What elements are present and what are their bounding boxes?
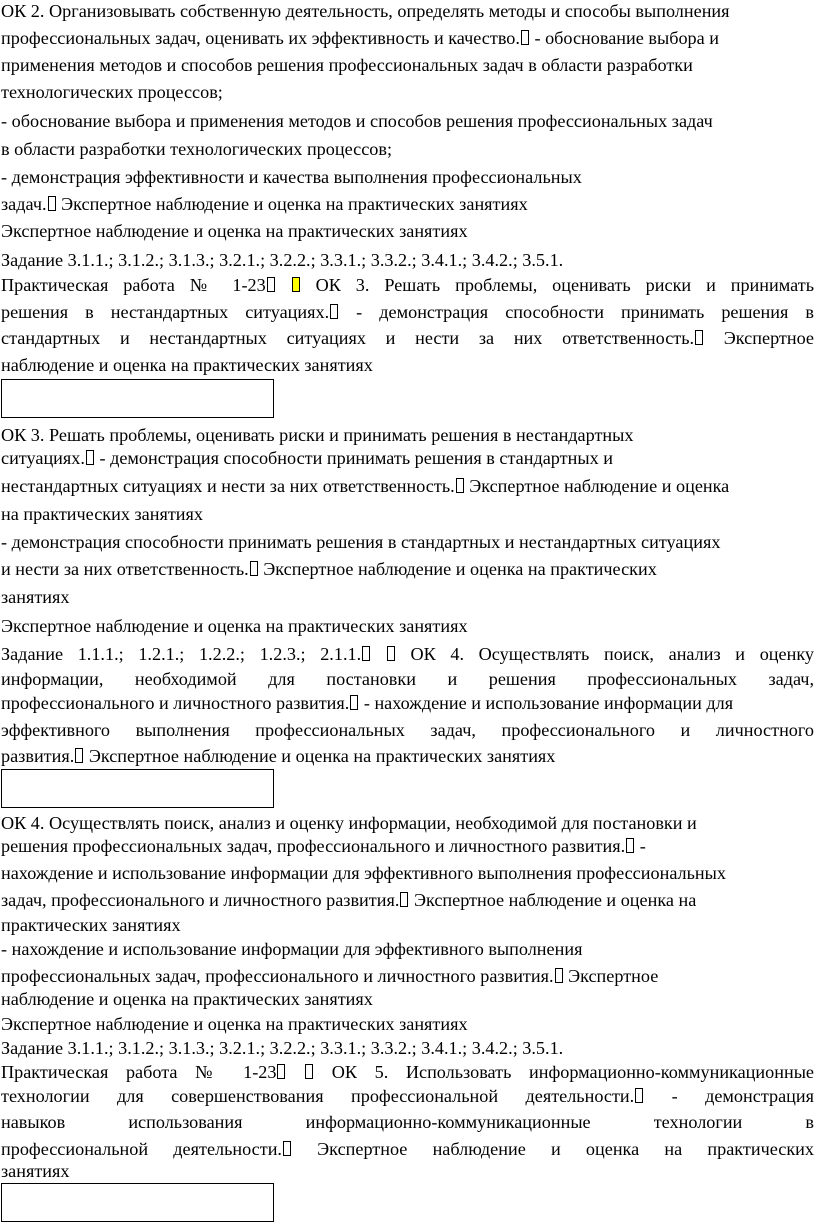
text-line: в области разработки технологических процессов;: [1, 139, 393, 159]
text-line: практических занятиях: [1, 915, 181, 935]
missing-glyph-icon: [250, 561, 258, 576]
text-line: профессиональных задач, оценивать их эффективность и качество. - обоснование выбора и: [1, 28, 719, 48]
text-line: и нести за них ответственность. Экспертное наблюдение и оценка на практических: [1, 559, 657, 579]
text-line: ОК 4. Осуществлять поиск, анализ и оценку информации, необходимой для постановки и: [1, 813, 697, 833]
text-line: решения профессиональных задач, профессионального и личностного развития. -: [1, 836, 646, 856]
text-line: нахождение и использование информации для эффективного выполнения профессиональных: [1, 863, 726, 883]
missing-glyph-icon: [456, 478, 464, 493]
missing-glyph-icon: [267, 277, 275, 292]
missing-glyph-icon: [86, 450, 94, 465]
text-line: профессионального и личностного развития. - нахождение и использование информации для: [1, 693, 734, 713]
missing-glyph-icon: [695, 330, 703, 345]
empty-table-cell: [1, 769, 274, 808]
missing-glyph-icon: [350, 695, 358, 710]
missing-glyph-icon: [305, 1064, 313, 1079]
text-line: стандартных и нестандартных ситуациях и нести за них ответственность. Экспертное: [1, 328, 814, 348]
missing-glyph-icon: [362, 646, 370, 661]
missing-glyph-icon: [283, 1141, 291, 1156]
text-line: Задание 1.1.1.; 1.2.1.; 1.2.2.; 1.2.3.; 2.1.1. ОК 4. Осуществлять поиск, анализ и оценку: [1, 644, 815, 664]
text-line: занятиях: [1, 587, 70, 607]
text-line: задач. Экспертное наблюдение и оценка на практических занятиях: [1, 194, 528, 214]
text-line: эффективного выполнения профессиональных задач, профессионального и личностного: [1, 720, 814, 740]
text-line: ОК 2. Организовывать собственную деятельность, определять методы и способы выполнения: [1, 1, 730, 21]
empty-table-cell: [1, 379, 274, 418]
text-line: Практическая работа № 1-23 ОК 5. Использовать информационно-коммуникационные: [1, 1062, 814, 1082]
text-line: - обоснование выбора и применения методов и способов решения профессиональных задач: [1, 111, 713, 131]
text-line: наблюдение и оценка на практических занятиях: [1, 355, 373, 375]
text-line: ситуациях. - демонстрация способности принимать решения в стандартных и: [1, 448, 613, 468]
text-line: применения методов и способов решения профессиональных задач в области разработки: [1, 55, 693, 75]
text-line: навыков использования информационно-коммуникационные технологии в: [1, 1112, 814, 1132]
text-line: профессиональной деятельности. Экспертное наблюдение и оценка на практических: [1, 1139, 814, 1159]
missing-glyph-icon: [521, 30, 529, 45]
text-line: нестандартных ситуациях и нести за них ответственность. Экспертное наблюдение и оценка: [1, 476, 730, 496]
missing-glyph-icon: [555, 968, 563, 983]
text-line: на практических занятиях: [1, 504, 203, 524]
text-line: ОК 3. Решать проблемы, оценивать риски и принимать решения в нестандартных: [1, 425, 634, 445]
text-line: наблюдение и оценка на практических занятиях: [1, 989, 373, 1009]
text-line: - демонстрация способности принимать решения в стандартных и нестандартных ситуациях: [1, 532, 721, 552]
text-line: Задание 3.1.1.; 3.1.2.; 3.1.3.; 3.2.1.; 3.2.2.; 3.3.1.; 3.3.2.; 3.4.1.; 3.4.2.; 3.5.1.: [1, 1038, 564, 1058]
missing-glyph-icon: [75, 748, 83, 763]
text-line: Практическая работа № 1-23 ОК 3. Решать проблемы, оценивать риски и принимать: [1, 275, 814, 295]
text-line: Задание 3.1.1.; 3.1.2.; 3.1.3.; 3.2.1.; 3.2.2.; 3.3.1.; 3.3.2.; 3.4.1.; 3.4.2.; 3.5.1.: [1, 250, 564, 270]
missing-glyph-icon: [330, 304, 338, 319]
missing-glyph-icon: [277, 1064, 285, 1079]
text-line: - нахождение и использование информации для эффективного выполнения: [1, 939, 583, 959]
text-line: технологии для совершенствования профессиональной деятельности. - демонстрация: [1, 1086, 815, 1106]
empty-table-cell: [1, 1183, 274, 1222]
missing-glyph-icon: [400, 892, 408, 907]
text-line: развития. Экспертное наблюдение и оценка на практических занятиях: [1, 746, 556, 766]
text-line: Экспертное наблюдение и оценка на практических занятиях: [1, 1014, 468, 1034]
text-line: занятиях: [1, 1161, 70, 1181]
text-line: Экспертное наблюдение и оценка на практических занятиях: [1, 616, 468, 636]
text-line: - демонстрация эффективности и качества выполнения профессиональных: [1, 167, 582, 187]
text-line: профессиональных задач, профессионального и личностного развития. Экспертное: [1, 966, 659, 986]
text-line: информации, необходимой для постановки и решения профессиональных задач,: [1, 669, 814, 689]
text-line: технологических процессов;: [1, 82, 223, 102]
missing-glyph-icon: [626, 838, 634, 853]
text-line: решения в нестандартных ситуациях. - демонстрация способности принимать решения в: [1, 302, 815, 322]
text-line: задач, профессионального и личностного развития. Экспертное наблюдение и оценка на: [1, 890, 697, 910]
missing-glyph-icon: [48, 196, 56, 211]
highlighted-glyph-icon: [292, 277, 300, 292]
text-line: Экспертное наблюдение и оценка на практических занятиях: [1, 221, 468, 241]
missing-glyph-icon: [387, 646, 395, 661]
missing-glyph-icon: [635, 1088, 643, 1103]
